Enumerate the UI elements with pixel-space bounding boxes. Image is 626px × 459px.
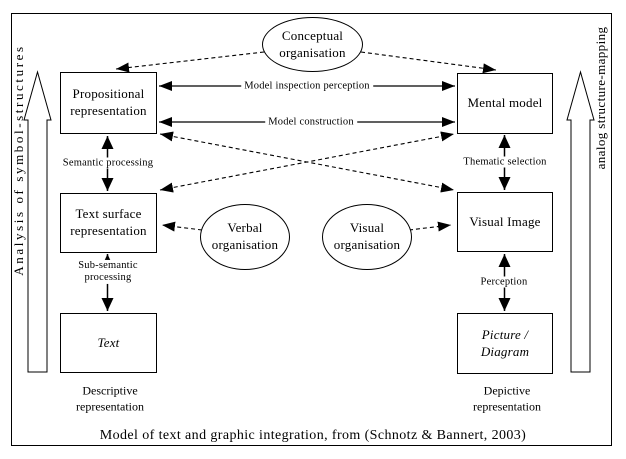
diagram-caption: Model of text and graphic integration, from (Schnotz & Bannert, 2003) (99, 428, 527, 443)
edge-conceptual-to-mental-model (361, 52, 496, 70)
label-analog-structure-mapping: analog structure-mapping (593, 26, 608, 170)
node-visual-organisation: Visual organisation (322, 204, 412, 270)
label-thematic-selection: Thematic selection (460, 157, 549, 168)
node-verbal-organisation: Verbal organisation (200, 204, 290, 270)
label-model-construction: Model construction (265, 117, 357, 128)
node-text: Text (60, 313, 157, 373)
big-up-arrow-right (567, 72, 594, 372)
node-propositional-representation: Propositional representation (60, 72, 157, 134)
edge-visual-to-visual-image (409, 225, 451, 230)
node-mental-model: Mental model (457, 73, 553, 134)
big-up-arrow-left (24, 72, 51, 372)
node-picture-diagram: Picture / Diagram (457, 313, 553, 374)
label-descriptive-representation: Descriptive representation (76, 383, 144, 413)
label-depictive-representation: Depictive representation (473, 383, 541, 413)
edge-verbal-to-text-surface (162, 225, 202, 230)
node-visual-image: Visual Image (457, 192, 553, 252)
label-sub-semantic-processing: Sub-semantic processing (63, 260, 153, 284)
edge-conceptual-to-propositional (116, 52, 264, 69)
label-semantic-processing: Semantic processing (60, 158, 156, 169)
label-perception: Perception (478, 277, 531, 288)
label-analysis-symbol-structures: Analysis of symbol-structures (11, 44, 26, 276)
node-text-surface-representation: Text surface representation (60, 193, 157, 253)
label-model-inspection: Model inspection perception (241, 81, 373, 92)
node-conceptual-organisation: Conceptual organisation (262, 17, 363, 72)
